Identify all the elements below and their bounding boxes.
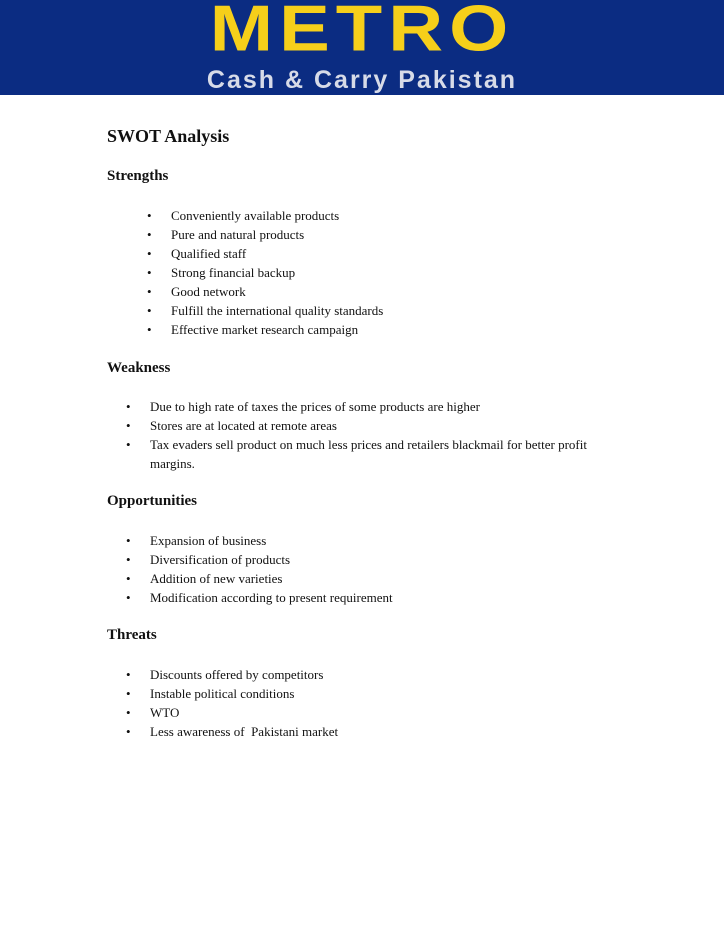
list-item: • Stores are at located at remote areas xyxy=(126,418,337,433)
weakness-list xyxy=(107,397,707,473)
bullet-icon: • xyxy=(147,208,152,223)
list-item: • Less awareness of Pakistani market xyxy=(126,724,339,739)
list-item: • WTO xyxy=(126,705,180,720)
bullet-icon: • xyxy=(126,571,131,586)
list-item: • Modification according to present requirement xyxy=(126,590,393,605)
bullet-icon: • xyxy=(126,418,131,433)
bullet-icon: • xyxy=(147,303,152,318)
list-item: • Effective market research campaign xyxy=(147,322,359,337)
bullet-icon: • xyxy=(126,667,131,682)
bullet-icon: • xyxy=(126,533,131,548)
bullet-icon: • xyxy=(147,227,152,242)
bullet-icon: • xyxy=(126,399,131,414)
list-item: • Expansion of business xyxy=(126,533,267,548)
list-item: • Good network xyxy=(147,284,246,299)
strengths-heading: Strengths xyxy=(107,168,169,184)
bullet-icon: • xyxy=(126,590,131,605)
page-title: SWOT Analysis xyxy=(107,126,230,146)
bullet-icon: • xyxy=(147,322,152,337)
threats-list xyxy=(107,665,707,741)
strengths-list xyxy=(107,206,707,339)
opportunities-heading: Opportunities xyxy=(107,493,198,509)
bullet-icon: • xyxy=(126,552,131,567)
list-item: • Due to high rate of taxes the prices of some products are higher xyxy=(126,399,480,414)
metro-logo-text: METRO xyxy=(209,4,515,54)
bullet-icon: • xyxy=(147,246,152,261)
list-item: • Fulfill the international quality standards xyxy=(147,303,384,318)
list-item: • Instable political conditions xyxy=(126,686,295,701)
weakness-heading: Weakness xyxy=(107,360,171,376)
bullet-icon: • xyxy=(147,265,152,280)
document-body xyxy=(107,124,707,741)
list-item: • Qualified staff xyxy=(147,246,247,261)
list-item: • Tax evaders sell product on much less prices and retailers blackmail for better profit margins. xyxy=(126,437,587,471)
bullet-icon: • xyxy=(126,724,131,739)
bullet-icon: • xyxy=(147,284,152,299)
opportunities-list xyxy=(107,531,707,607)
bullet-icon: • xyxy=(126,437,131,452)
banner-subtitle: Cash & Carry Pakistan xyxy=(206,67,518,93)
list-item: • Pure and natural products xyxy=(147,227,305,242)
list-item: • Conveniently available products xyxy=(147,208,340,223)
list-item: • Diversification of products xyxy=(126,552,291,567)
header-banner xyxy=(0,0,724,95)
list-item: • Discounts offered by competitors xyxy=(126,667,324,682)
bullet-icon: • xyxy=(126,705,131,720)
list-item: • Addition of new varieties xyxy=(126,571,283,586)
list-item: • Strong financial backup xyxy=(147,265,296,280)
bullet-icon: • xyxy=(126,686,131,701)
threats-heading: Threats xyxy=(107,627,157,643)
